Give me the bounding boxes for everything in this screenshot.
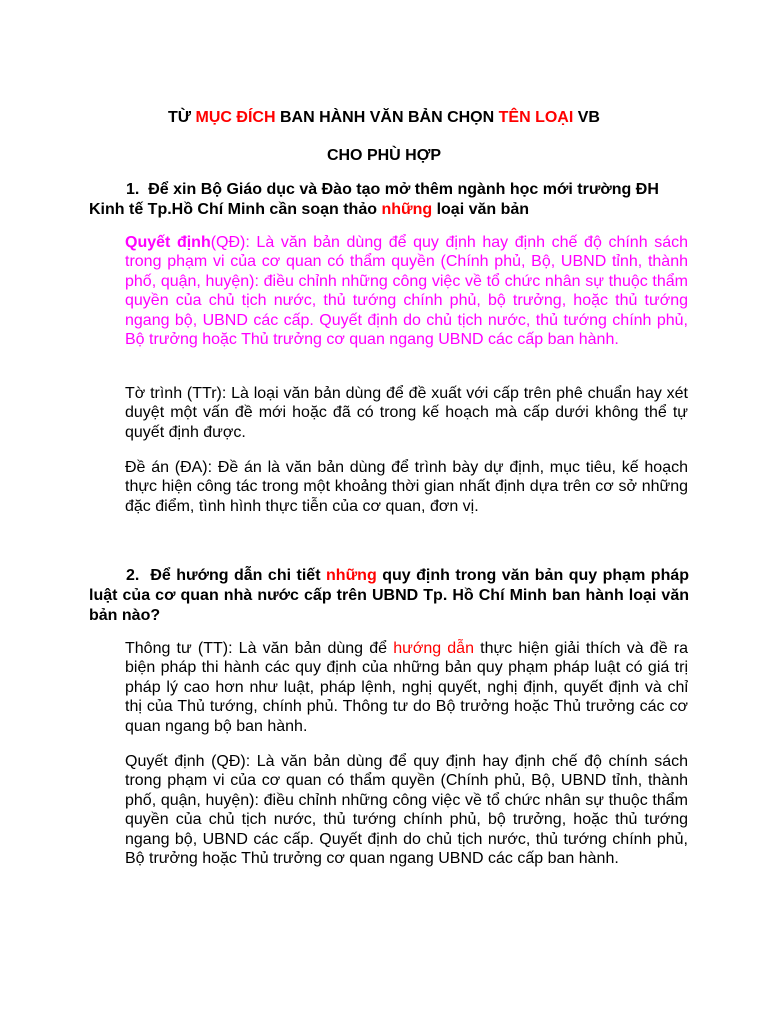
document-subtitle: CHO PHÙ HỢP	[326, 147, 442, 164]
answer-to-trinh: Tờ trình (TTr): Là loại văn bản dùng để đề xuất với cấp trên phê chuẩn hay xét duyệt một vấn đề mới hoặc đã có trong kế hoạch mà cấp dưới không thể tự quyết định được.	[125, 385, 688, 441]
answer-quyet-dinh-2: Quyết định (QĐ): Là văn bản dùng để quy định hay định chế độ chính sách trong phạm vi của cơ quan có thẩm quyền (Chính phủ, Bộ, UBND tỉnh, thành phố, quận, huyện): điều chỉnh những công việc về tổ chức nhân sự thuộc thẩm quyền của chủ tịch nước, thủ tướng chính phủ, bộ trưởng, hoặc thủ tướng ngang bộ, UBND các cấp. Quyết định do chủ tịch nước, thủ tướng chính phủ, Bộ trưởng hoặc Thủ trưởng cơ quan ngang UBND các cấp ban hành.	[125, 753, 688, 868]
question-highlight: những	[326, 567, 377, 584]
question-highlight: những	[381, 201, 433, 218]
answer-de-an: Đề án (ĐA): Đề án là văn bản dùng để trình bày dự định, mục tiêu, kế hoạch thực hiện công tác trong một khoảng thời gian nhất định dựa trên cơ sở những đặc điểm, tình hình thực tiễn của cơ quan, đơn vị.	[125, 459, 688, 515]
term-definition: thực hiện giải thích và đề ra biện pháp thi hành các quy định của những bản quy phạm pháp luật có giá trị pháp lý cao hơn như luật, pháp lệnh, nghị quyết, nghị định, quyết định và chỉ thị của Thủ tướng, chính phủ. Thông tư do Bộ trưởng hoặc Thủ trưởng các cơ quan ngang bộ ban hành.	[125, 640, 688, 735]
question-text: Để hướng dẫn chi tiết	[150, 567, 327, 584]
question-text: loại văn bản	[432, 201, 530, 218]
term-label: Quyết định	[125, 234, 211, 251]
question-2	[89, 566, 689, 626]
document-title	[0, 108, 768, 128]
question-1	[89, 180, 689, 220]
question-text: quy định trong văn bản quy phạm pháp luật của cơ quan nhà nước cấp trên UBND Tp. Hồ Chí Minh ban hành loại văn bản nào?	[89, 567, 690, 624]
title-text: VB	[573, 109, 600, 126]
term-definition: (QĐ): Là văn bản dùng để quy định hay định chế độ chính sách trong phạm vi của cơ quan có thẩm quyền (Chính phủ, Bộ, UBND tỉnh, thành phố, quận, huyện): điều chỉnh những công việc về tổ chức nhân sự thuộc thẩm quyền của chủ tịch nước, thủ tướng chính phủ, bộ trưởng, hoặc thủ tướng ngang bộ, UBND các cấp. Quyết định do chủ tịch nước, thủ tướng chính phủ, Bộ trưởng hoặc Thủ trưởng cơ quan ngang UBND các cấp ban hành.	[125, 234, 688, 349]
title-text: TỪ	[168, 109, 196, 126]
answer-quyet-dinh	[125, 233, 688, 349]
title-highlight-purpose: MỤC ĐÍCH	[195, 109, 276, 126]
title-text: BAN HÀNH VĂN BẢN CHỌN	[275, 109, 499, 126]
term-highlight: hướng dẫn	[393, 640, 474, 657]
answer-thong-tu	[125, 639, 688, 736]
title-highlight-type: TÊN LOẠI	[498, 109, 574, 126]
term-definition: Thông tư (TT): Là văn bản dùng để	[125, 640, 394, 657]
question-number: 2.	[126, 567, 140, 584]
question-text: Để xin Bộ Giáo dục và Đào tạo mở thêm ngành học mới trường ĐH Kinh tế Tp.Hồ Chí Minh cần soạn thảo	[89, 181, 659, 218]
question-number: 1.	[126, 181, 140, 198]
